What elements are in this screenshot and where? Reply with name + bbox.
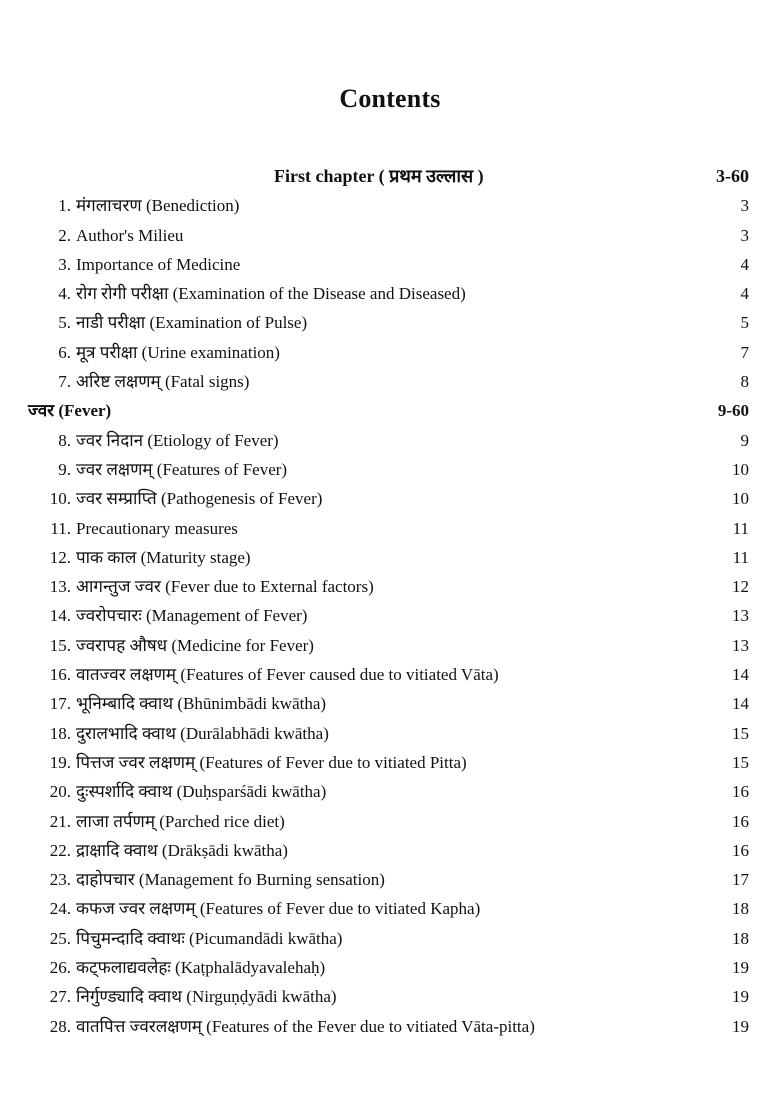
- toc-entry: [0, 660, 780, 689]
- entry-page: 3: [740, 196, 749, 216]
- entry-page: 15: [732, 752, 749, 772]
- toc-entry: [0, 250, 780, 279]
- entry-page: 16: [732, 782, 749, 802]
- toc-entry: [0, 953, 780, 982]
- entry-title: वातज्वर लक्षणम् (Features of Fever caused due to vitiated Vāta): [76, 665, 499, 685]
- toc-entry: [0, 1012, 780, 1041]
- entry-number: 27.: [49, 987, 71, 1007]
- entry-number: 1.: [58, 196, 71, 216]
- toc-entry: [0, 367, 780, 396]
- entry-number: 7.: [58, 372, 71, 392]
- entry-title: रोग रोगी परीक्षा (Examination of the Disease and Diseased): [76, 284, 466, 304]
- entry-number: 17.: [49, 694, 71, 714]
- entry-page: 3: [740, 225, 749, 245]
- toc-entry: [0, 279, 780, 308]
- chapter-items: [0, 191, 780, 396]
- entry-page: 16: [732, 811, 749, 831]
- entry-number: 26.: [49, 958, 71, 978]
- entry-number: 3.: [58, 254, 71, 274]
- toc-entry: [0, 514, 780, 543]
- entry-page: 17: [732, 870, 749, 890]
- entry-number: 9.: [58, 459, 71, 479]
- page-title: Contents: [339, 84, 441, 113]
- entry-page: 10: [732, 489, 749, 509]
- entry-title: Importance of Medicine: [76, 254, 241, 274]
- toc-entry: [0, 748, 780, 777]
- entry-page: 9: [740, 430, 749, 450]
- entry-title: नाडी परीक्षा (Examination of Pulse): [76, 313, 308, 333]
- entry-number: 16.: [49, 665, 71, 685]
- section-pages: 9-60: [717, 401, 749, 421]
- toc-entry: [0, 689, 780, 718]
- toc-entry: [0, 221, 780, 250]
- chapter-heading: [0, 162, 780, 191]
- entry-page: 19: [732, 958, 749, 978]
- entry-number: 6.: [58, 342, 71, 362]
- entry-title: पिचुमन्दादि क्वाथः (Picumandādi kwātha): [76, 928, 343, 948]
- entry-number: 19.: [49, 752, 71, 772]
- entry-number: 10.: [49, 489, 71, 509]
- entry-page: 18: [732, 928, 749, 948]
- entry-number: 28.: [49, 1016, 71, 1036]
- toc-entry: [0, 601, 780, 630]
- chapter-pages: 3-60: [716, 166, 749, 186]
- toc-entry: [0, 719, 780, 748]
- entry-number: 13.: [49, 577, 71, 597]
- entry-page: 16: [732, 840, 749, 860]
- entry-title: द्राक्षादि क्वाथ (Drākṣādi kwātha): [76, 840, 288, 860]
- entry-number: 8.: [58, 430, 71, 450]
- entry-page: 19: [732, 987, 749, 1007]
- toc-entry: [0, 777, 780, 806]
- entry-number: 12.: [49, 547, 71, 567]
- entry-title: लाजा तर्पणम् (Parched rice diet): [76, 811, 285, 831]
- section-items: [0, 426, 780, 1041]
- entry-page: 8: [740, 372, 749, 392]
- toc-entry: [0, 631, 780, 660]
- entry-number: 23.: [49, 870, 71, 890]
- table-of-contents: [0, 162, 780, 1041]
- toc-entry: [0, 543, 780, 572]
- entry-title: ज्वर सम्प्राप्ति (Pathogenesis of Fever): [76, 489, 323, 509]
- entry-title: कफज ज्वर लक्षणम् (Features of Fever due to vitiated Kapha): [76, 899, 481, 919]
- entry-page: 5: [740, 313, 749, 333]
- entry-number: 18.: [49, 723, 71, 743]
- toc-entry: [0, 308, 780, 337]
- entry-page: 13: [732, 635, 749, 655]
- entry-page: 7: [740, 342, 749, 362]
- toc-entry: [0, 338, 780, 367]
- chapter-title: First chapter ( प्रथम उल्लास ): [274, 166, 484, 186]
- entry-title: ज्वरापह औषध (Medicine for Fever): [76, 635, 314, 655]
- entry-title: वातपित्त ज्वरलक्षणम् (Features of the Fever due to vitiated Vāta-pitta): [76, 1016, 535, 1036]
- entry-page: 19: [732, 1016, 749, 1036]
- entry-title: ज्वरोपचारः (Management of Fever): [76, 606, 308, 626]
- section-heading: [0, 396, 780, 425]
- entry-number: 14.: [49, 606, 71, 626]
- toc-entry: [0, 894, 780, 923]
- entry-number: 4.: [58, 284, 71, 304]
- section-title: ज्वर (Fever): [28, 401, 112, 421]
- entry-number: 22.: [49, 840, 71, 860]
- toc-entry: [0, 836, 780, 865]
- entry-title: ज्वर निदान (Etiology of Fever): [76, 430, 279, 450]
- entry-number: 11.: [50, 518, 71, 538]
- entry-number: 21.: [49, 811, 71, 831]
- entry-number: 15.: [49, 635, 71, 655]
- toc-entry: [0, 484, 780, 513]
- entry-number: 25.: [49, 928, 71, 948]
- entry-number: 2.: [58, 225, 71, 245]
- entry-number: 24.: [49, 899, 71, 919]
- entry-title: निर्गुण्ड्यादि क्वाथ (Nirguṇḍyādi kwātha): [76, 987, 337, 1007]
- entry-number: 5.: [58, 313, 71, 333]
- toc-entry: [0, 572, 780, 601]
- entry-page: 13: [732, 606, 749, 626]
- entry-title: कट्फलाद्यवलेहः (Kaṭphalādyavalehaḥ): [76, 958, 326, 978]
- toc-entry: [0, 807, 780, 836]
- entry-title: अरिष्ट लक्षणम् (Fatal signs): [76, 372, 250, 392]
- entry-page: 14: [732, 665, 749, 685]
- toc-entry: [0, 924, 780, 953]
- entry-title: दुःस्पर्शादि क्वाथ (Duḥsparśādi kwātha): [76, 782, 327, 802]
- entry-title: मूत्र परीक्षा (Urine examination): [76, 342, 280, 362]
- toc-entry: [0, 982, 780, 1011]
- entry-title: Author's Milieu: [76, 225, 184, 245]
- entry-title: दाहोपचार (Management fo Burning sensation): [76, 870, 385, 890]
- entry-title: भूनिम्बादि क्वाथ (Bhūnimbādi kwātha): [76, 694, 327, 714]
- entry-page: 10: [732, 459, 749, 479]
- entry-page: 12: [732, 577, 749, 597]
- entry-page: 11: [732, 547, 749, 567]
- entry-title: ज्वर लक्षणम् (Features of Fever): [76, 459, 288, 479]
- entry-number: 20.: [49, 782, 71, 802]
- entry-title: पाक काल (Maturity stage): [76, 547, 251, 567]
- entry-title: पित्तज ज्वर लक्षणम् (Features of Fever due to vitiated Pitta): [76, 752, 467, 772]
- entry-title: Precautionary measures: [76, 518, 238, 538]
- entry-title: मंगलाचरण (Benediction): [76, 196, 240, 216]
- entry-page: 14: [732, 694, 749, 714]
- toc-entry: [0, 455, 780, 484]
- entry-page: 4: [740, 254, 749, 274]
- toc-entry: [0, 191, 780, 220]
- toc-entry: [0, 426, 780, 455]
- entry-page: 4: [740, 284, 749, 304]
- entry-page: 15: [732, 723, 749, 743]
- entry-page: 18: [732, 899, 749, 919]
- entry-title: आगन्तुज ज्वर (Fever due to External factors): [76, 577, 374, 597]
- toc-entry: [0, 865, 780, 894]
- entry-page: 11: [732, 518, 749, 538]
- entry-title: दुरालभादि क्वाथ (Durālabhādi kwātha): [76, 723, 329, 743]
